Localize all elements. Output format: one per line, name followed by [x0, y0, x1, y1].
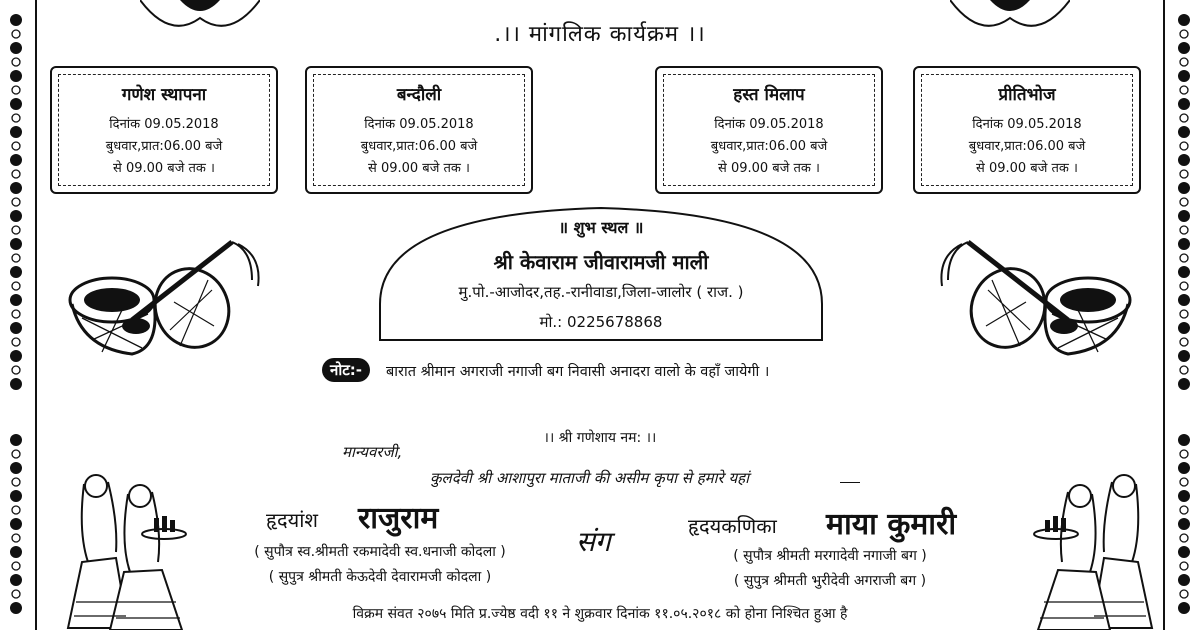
bride-lineage-2: ( सुपुत्र श्रीमती भुरीदेवी अगराजी बग )	[733, 573, 927, 589]
blessing-underline	[840, 482, 860, 483]
dhol-drum-right-icon	[928, 230, 1138, 360]
event-time: बुधवार,प्रात:06.00 बजे	[360, 139, 478, 154]
section-heading: .।। मांगलिक कार्यक्रम ।।	[494, 22, 706, 47]
dhol-drum-left-icon	[62, 230, 272, 360]
event-time: बुधवार,प्रात:06.00 बजे	[105, 139, 223, 154]
event-card-bandauli	[305, 66, 533, 194]
bride-lineage-1: ( सुपौत्र श्रीमती मरगादेवी नगाजी बग )	[733, 548, 927, 564]
event-title: गणेश स्थापना	[121, 85, 207, 105]
venue-phone: मो.: 0225678868	[539, 313, 663, 331]
left-border-ornament	[0, 0, 40, 630]
groom-lineage-2: ( सुपुत्र श्रीमती केऊदेवी देवारामजी कोदला )	[268, 569, 492, 585]
event-time-end: से 09.00 बजे तक ।	[368, 161, 470, 176]
bride-name: माया कुमारी	[826, 507, 957, 542]
note-label: नोट:-	[322, 358, 370, 382]
event-date: दिनांक 09.05.2018	[972, 117, 1082, 132]
women-figures-right-icon	[1022, 462, 1162, 630]
blessing-line: कुलदेवी श्री आशापुरा माताजी की असीम कृपा से हमारे यहां	[430, 469, 749, 487]
event-card-hast-milap	[655, 66, 883, 194]
event-title: बन्दौली	[396, 85, 442, 105]
event-title: हस्त मिलाप	[733, 85, 805, 105]
note-text: बारात श्रीमान अगराजी नगाजी बग निवासी अनादरा वालो के वहाँ जायेगी ।	[386, 364, 770, 380]
right-border-ornament	[1160, 0, 1200, 630]
event-card-ganesh-sthapana	[50, 66, 278, 194]
event-time: बुधवार,प्रात:06.00 बजे	[968, 139, 1086, 154]
venue-name: श्री केवाराम जीवारामजी माली	[493, 250, 709, 274]
event-date: दिनांक 09.05.2018	[364, 117, 474, 132]
venue-label: ॥ शुभ स्थल ॥	[558, 218, 644, 237]
event-date: दिनांक 09.05.2018	[109, 117, 219, 132]
invocation: ।। श्री गणेशाय नम: ।।	[543, 430, 657, 446]
groom-name: राजुराम	[358, 501, 439, 536]
event-date: दिनांक 09.05.2018	[714, 117, 824, 132]
women-figures-left-icon	[58, 462, 198, 630]
venue-address: मु.पो.-आजोदर,तह.-रानीवाडा,जिला-जालोर ( राज. )	[458, 283, 744, 301]
event-title: प्रीतिभोज	[998, 85, 1056, 105]
event-time-end: से 09.00 बजे तक ।	[718, 161, 820, 176]
wedding-date-line: विक्रम संवत २०७५ मिति प्र.ज्येष्ठ वदी ११ ने शुक्रवार दिनांक ११.०५.२०१८ को होना निश्चित हुआ है	[352, 606, 848, 622]
event-card-preetibhoj	[913, 66, 1141, 194]
event-time-end: से 09.00 बजे तक ।	[113, 161, 215, 176]
greeting: मान्यवरजी,	[342, 443, 403, 461]
sang-connector: संग	[576, 525, 611, 558]
groom-prefix: हृदयांश	[266, 508, 318, 532]
bride-prefix: हृदयकणिका	[688, 514, 777, 538]
groom-lineage-1: ( सुपौत्र स्व.श्रीमती रकमादेवी स्व.धनाजी कोदला )	[254, 544, 506, 560]
event-time-end: से 09.00 बजे तक ।	[976, 161, 1078, 176]
event-time: बुधवार,प्रात:06.00 बजे	[710, 139, 828, 154]
